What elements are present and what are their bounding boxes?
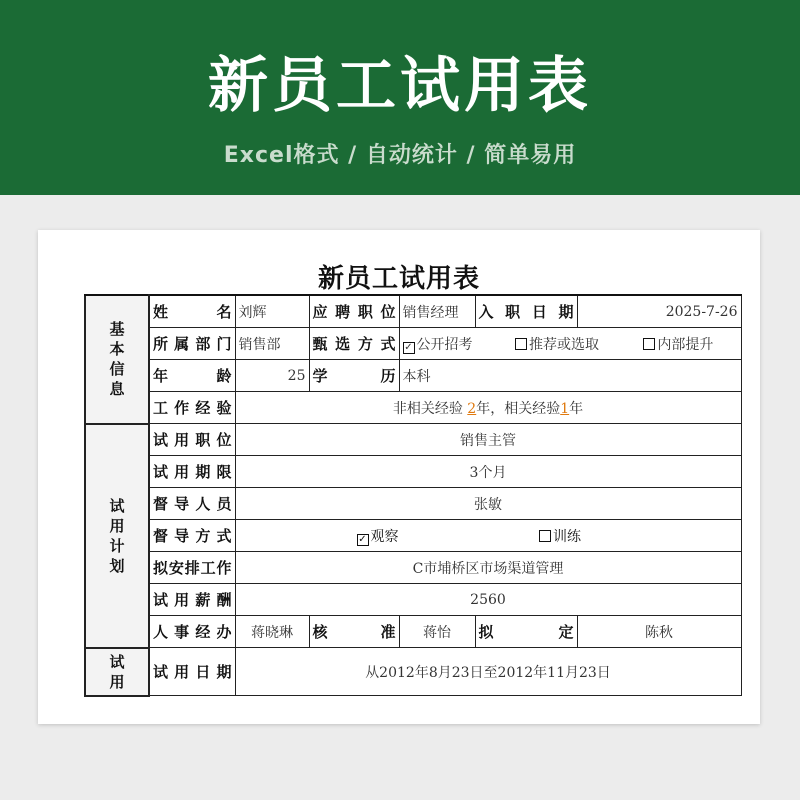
name-value[interactable]: 刘辉	[235, 295, 309, 328]
selection-option[interactable]: 内部提升	[643, 334, 713, 354]
supervision-option[interactable]: 训练	[539, 526, 581, 546]
employee-trial-form	[84, 294, 742, 697]
supervisor-label: 督导人员	[149, 488, 235, 520]
education-value[interactable]: 本科	[399, 360, 741, 392]
supervision-method-label: 督导方式	[149, 520, 235, 552]
trial-date-value[interactable]: 从2012年8月23日至2012年11月23日	[235, 648, 741, 696]
form-title: 新员工试用表	[317, 264, 480, 294]
age-label: 年龄	[149, 360, 235, 392]
selection-option[interactable]: ✓ 公开招考	[404, 336, 473, 353]
trial-salary-value[interactable]: 2560	[235, 584, 741, 616]
trial-period-label: 试用期限	[149, 456, 235, 488]
selection-method-options	[399, 328, 741, 360]
table-row	[85, 392, 741, 424]
drafter-label: 拟定	[475, 616, 577, 648]
table-row	[85, 360, 741, 392]
trial-position-value[interactable]: 销售主管	[235, 424, 741, 456]
age-value[interactable]: 25	[235, 360, 309, 392]
supervision-option[interactable]: ✓ 观察	[358, 528, 399, 545]
position-applied-value[interactable]: 销售经理	[399, 295, 475, 328]
banner-title: 新员工试用表	[208, 51, 592, 121]
checkbox-icon[interactable]	[643, 338, 655, 350]
checkbox-checked-icon[interactable]: ✓	[358, 533, 367, 545]
selection-option[interactable]: 推荐或选取	[515, 334, 639, 354]
section-basic-info: 基本信息	[85, 295, 149, 424]
table-row	[85, 616, 741, 648]
supervisor-value[interactable]: 张敏	[235, 488, 741, 520]
work-experience-value[interactable]: 非相关经验 2年，相关经验1年	[235, 392, 741, 424]
approver-label: 核准	[309, 616, 399, 648]
section-trial-plan: 试用计划	[85, 424, 149, 648]
table-row	[85, 584, 741, 616]
drafter-value[interactable]: 陈秋	[577, 616, 741, 648]
form-sheet	[38, 230, 760, 724]
section-trial: 试用	[85, 648, 149, 696]
header-banner	[0, 0, 800, 195]
name-label: 姓名	[149, 295, 235, 328]
table-row	[85, 648, 741, 696]
work-experience-label: 工作经验	[149, 392, 235, 424]
table-row	[85, 520, 741, 552]
planned-work-label: 拟安排工作	[149, 552, 235, 584]
trial-salary-label: 试用薪酬	[149, 584, 235, 616]
education-label: 学历	[309, 360, 399, 392]
selection-method-label: 甄选方式	[309, 328, 399, 360]
entry-date-value[interactable]: 2025-7-26	[577, 295, 741, 328]
table-row	[85, 552, 741, 584]
banner-subtitle: Excel格式 / 自动统计 / 简单易用	[223, 143, 577, 168]
checkbox-icon[interactable]	[515, 338, 527, 350]
table-row	[85, 295, 741, 328]
checkbox-icon[interactable]	[539, 530, 551, 542]
table-row	[85, 456, 741, 488]
hr-manager-label: 人事经办	[149, 616, 235, 648]
trial-position-label: 试用职位	[149, 424, 235, 456]
supervision-method-options	[235, 520, 741, 552]
unrelated-years[interactable]: 2	[467, 400, 477, 417]
hr-manager-value[interactable]: 蒋晓琳	[235, 616, 309, 648]
planned-work-value[interactable]: C市埔桥区市场渠道管理	[235, 552, 741, 584]
approver-value[interactable]: 蒋怡	[399, 616, 475, 648]
department-label: 所属部门	[149, 328, 235, 360]
trial-period-value[interactable]: 3个月	[235, 456, 741, 488]
table-row	[85, 328, 741, 360]
entry-date-label: 入职日期	[475, 295, 577, 328]
position-applied-label: 应聘职位	[309, 295, 399, 328]
trial-date-label: 试用日期	[149, 648, 235, 696]
table-row	[85, 424, 741, 456]
department-value[interactable]: 销售部	[235, 328, 309, 360]
table-row	[85, 488, 741, 520]
related-years[interactable]: 1	[560, 400, 570, 417]
checkbox-checked-icon[interactable]: ✓	[404, 341, 413, 353]
